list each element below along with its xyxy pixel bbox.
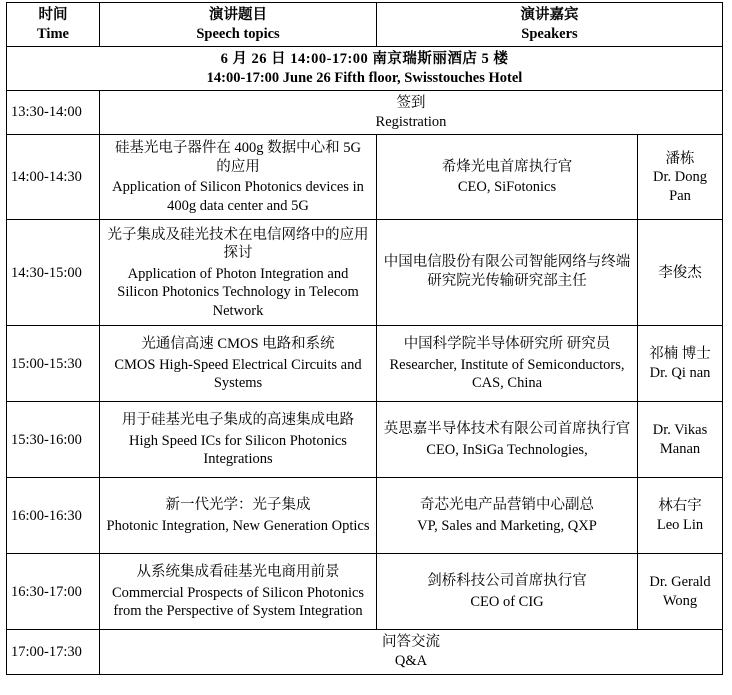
row-speaker-name: 祁楠 博士 Dr. Qi nan: [638, 326, 723, 402]
row-time: 16:30-17:00: [7, 554, 100, 630]
row-qa: 问答交流 Q&A: [100, 630, 723, 674]
row-topic: 用于硅基光电子集成的高速集成电路 High Speed ICs for Silicon Photonics Integrations: [100, 402, 377, 478]
header-speech-topics: 演讲题目 Speech topics: [100, 3, 377, 47]
row-speaker-affiliation: 中国电信股份有限公司智能网络与终端研究院光传输研究部主任: [377, 220, 638, 326]
row-topic: 从系统集成看硅基光电商用前景 Commercial Prospects of Silicon Photonics from the Perspective of System Integration: [100, 554, 377, 630]
row-topic: 光子集成及硅光技术在电信网络中的应用探讨 Application of Photon Integration and Silicon Photonics Technology in Telecom Network: [100, 220, 377, 326]
row-speaker-affiliation: 希烽光电首席执行官 CEO, SiFotonics: [377, 135, 638, 220]
row-speaker-affiliation: 剑桥科技公司首席执行官 CEO of CIG: [377, 554, 638, 630]
header-time: 时间 Time: [7, 3, 100, 47]
row-time: 13:30-14:00: [7, 91, 100, 135]
row-speaker-name: Dr. Vikas Manan: [638, 402, 723, 478]
row-time: 14:00-14:30: [7, 135, 100, 220]
row-speaker-affiliation: 中国科学院半导体研究所 研究员 Researcher, Institute of Semiconductors, CAS, China: [377, 326, 638, 402]
row-registration: 签到 Registration: [100, 91, 723, 135]
row-time: 16:00-16:30: [7, 478, 100, 554]
row-speaker-name: 潘栋 Dr. Dong Pan: [638, 135, 723, 220]
row-speaker-affiliation: 奇芯光电产品营销中心副总 VP, Sales and Marketing, QXP: [377, 478, 638, 554]
row-time: 17:00-17:30: [7, 630, 100, 674]
row-speaker-name: Dr. Gerald Wong: [638, 554, 723, 630]
table-header-row: [7, 3, 723, 47]
agenda-document: [0, 2, 732, 695]
event-banner: 6 月 26 日 14:00-17:00 南京瑞斯丽酒店 5 楼 14:00-17:00 June 26 Fifth floor, Swisstouches Hotel: [7, 47, 723, 91]
table-row: [7, 135, 723, 220]
table-row: [7, 554, 723, 630]
row-speaker-name: 林右宇 Leo Lin: [638, 478, 723, 554]
banner-row: [7, 47, 723, 91]
table-row: [7, 220, 723, 326]
row-topic: 新一代光学：光子集成 Photonic Integration, New Generation Optics: [100, 478, 377, 554]
table-row: [7, 91, 723, 135]
row-topic: 光通信高速 CMOS 电路和系统 CMOS High-Speed Electrical Circuits and Systems: [100, 326, 377, 402]
table-row: [7, 326, 723, 402]
agenda-table: [6, 2, 723, 675]
table-row: [7, 478, 723, 554]
row-time: 14:30-15:00: [7, 220, 100, 326]
row-topic: 硅基光电子器件在 400g 数据中心和 5G 的应用 Application of Silicon Photonics devices in 400g data center and 5G: [100, 135, 377, 220]
table-row: [7, 402, 723, 478]
row-time: 15:30-16:00: [7, 402, 100, 478]
row-speaker-affiliation: 英思嘉半导体技术有限公司首席执行官 CEO, InSiGa Technologies,: [377, 402, 638, 478]
row-time: 15:00-15:30: [7, 326, 100, 402]
table-row: [7, 630, 723, 674]
row-speaker-name: 李俊杰: [638, 220, 723, 326]
header-speakers: 演讲嘉宾 Speakers: [377, 3, 723, 47]
